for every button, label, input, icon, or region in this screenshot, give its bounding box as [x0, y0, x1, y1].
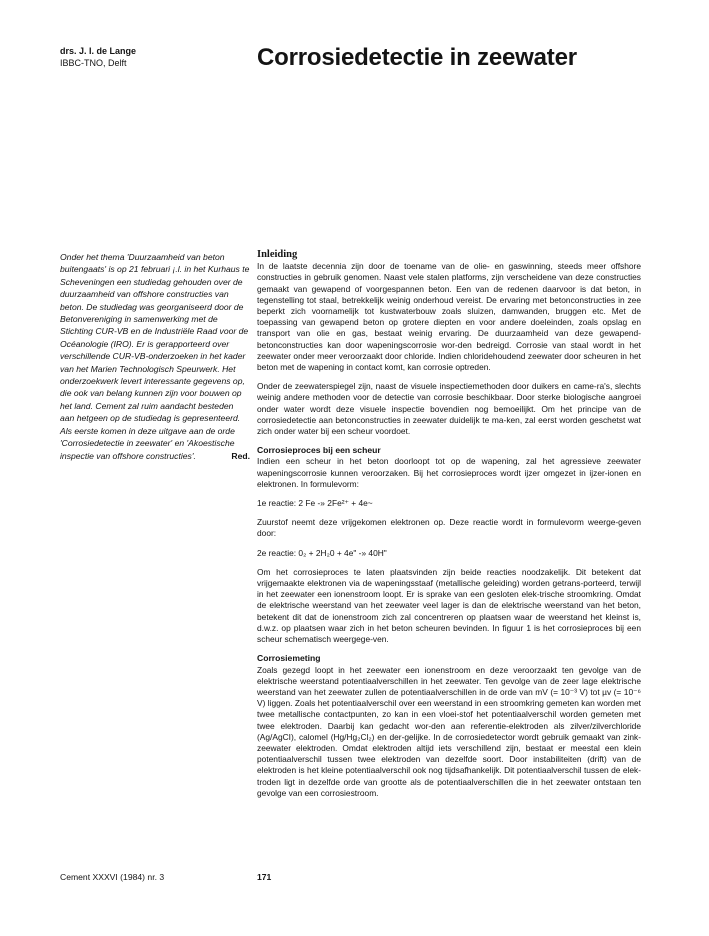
- author-name: drs. J. I. de Lange: [60, 46, 137, 56]
- paragraph: Onder de zeewaterspiegel zijn, naast de visuele inspectiemethoden door duikers en came-ra's, slechts weinig andere methoden voor de detectie van corrosie beschikbaar. Door sterke biologische aangroei onder water wordt deze visuele inspectie bovendien nog bemoeilijkt. Om het principe van de corrosiedetectie aan betonconstructies in zeewater duidelijk te ma-ken, zal eerst worden geschetst wat zich onder water bij een scheur voordoet.: [257, 381, 641, 437]
- paragraph: Om het corrosieproces te laten plaatsvinden zijn beide reacties noodzakelijk. Dit betekent dat vrijgemaakte elektronen via de wapeningsstaaf (metallische geleiding) worden getrans-porteerd, terwijl in het zeewater een ionenstroom loopt. Er is sprake van een gesloten elek-trische stroomkring. Omdat de elektrische weerstand van het zeewater veel lager is dan de elektrische weerstand van het beton, betekent dit dat de ionenstroom zich zal concentreren op plaatsen waar de weerstand het kleinst is, d.w.z. op plaatsen waar zich in het beton scheuren bevinden. In figuur 1 is het corrosieproces bij een scheur schematisch weergege-ven.: [257, 566, 641, 645]
- journal-citation: Cement XXXVI (1984) nr. 3: [60, 872, 165, 882]
- editor-signature: Red.: [231, 450, 250, 461]
- paragraph: Zuurstof neemt deze vrijgekomen elektronen op. Deze reactie wordt in formulevorm weerge-geven door:: [257, 517, 641, 539]
- paragraph: Indien een scheur in het beton doorloopt tot op de wapening, zal het agressieve zeewater wapeningscorrosie kunnen veroorzaken. Bij het corrosieproces wordt ijzer omgezet in ijzer-ionen en elektronen. In formulevorm:: [257, 456, 641, 489]
- section-heading: Corrosiemeting: [257, 653, 321, 664]
- section-heading: Inleiding: [257, 249, 298, 260]
- section-heading: Corrosieproces bij een scheur: [257, 445, 381, 456]
- editorial-intro: [60, 251, 250, 462]
- article-body: [257, 249, 641, 807]
- formula: 1e reactie: 2 Fe -» 2Fe²⁺ + 4e~: [257, 498, 373, 509]
- formula: 2e reactie: 0₂ + 2H₂0 + 4e" -» 40H": [257, 547, 387, 558]
- paragraph: In de laatste decennia zijn door de toename van de olie- en gaswinning, steeds meer offshore constructies in gebruik genomen. Naast vele stalen platforms, zijn verscheidene van deze constructies gemaakt van gewapend of voorgespannen beton. Een van de redenen daarvoor is dat beton, in tegenstelling tot staal, betrekkelijk weinig onderhoud vereist. De ervaring met betonconstructies in zee beperkt zich voornamelijk tot kustwaterbouw zoals sluizen, damwanden, bruggen etc. Met de toepassing van gewapend beton op grotere diepten en voor andere doeleinden, zoals opslag en transport van olie en gas, bestaat weinig ervaring. De duurzaamheid van deze gewapend-betonconstructies kan door wapeningscorrosie wor-den bedreigd. Corrosie van staal wordt in het zeewater onder meer veroorzaakt door chloride. Indien chloridehoudend zeewater door scheuren in het beton met de wapening in contact komt, kan corrosie optreden.: [257, 261, 641, 373]
- author-affiliation: IBBC-TNO, Delft: [60, 58, 127, 68]
- intro-text: Onder het thema 'Duurzaamheid van beton buitengaats' is op 21 februari ¡.l. in het Kurhaus te Scheveningen een studiedag gehouden over de duurzaamheid van offshore constructies van beton. De studiedag was georganiseerd door de Betonvereniging in samenwerking met de Stichting CUR-VB en de Industriële Raad voor de Océanologie (IRO). Er is gerapporteerd over verschillende CUR-VB-onderzoeken in het kader van het Marien Technologisch Speurwerk. Het onderzoekwerk levert interessante gegevens op, die ook van belang kunnen zijn voor bouwen op het land. Cement zal ruim aandacht besteden aan hetgeen op de studiedag is gepresenteerd. Als eerste komen in deze uitgave aan de orde 'Corrosiedetectie in zeewater' en 'Akoestische inspectie van offshore constructies'.: [60, 252, 250, 461]
- paragraph: Zoals gezegd loopt in het zeewater een ionenstroom en deze veroorzaakt ten gevolge van de elektrische weerstand potentiaalverschillen in het zeewater. Ten gevolge van de zeer lage elektrische weerstand van het zeewater zullen de potentiaalverschillen in de orde van mV (= 10⁻³ V) tot µv (= 10⁻⁶ V) liggen. Zoals het potentiaalverschil over een weerstand in een stroomkring gemeten kan worden met twee metallische contactpunten, zo kan in een vloei-stof het potentiaalverschil worden gemeten met twee elektroden. Daarbij kan gedacht wor-den aan referentie-elektroden als zilver/zilverchloride (Ag/AgCI), calomel (Hg/Hg₂Cl₂) en der-gelijke. In de corrosiedetector wordt gebruik gemaakt van zink-zeewater elektroden. Omdat elektroden altijd iets verschillend zijn, bestaat er meestal een klein potentiaalverschil tussen twee elektroden van dezelfde soort. Door instabiliteiten (drift) van de elektroden is het kleine potentiaalverschil ook nog tijdsafhankelijk. Dit potentiaalverschil tussen de elek-troden ligt in dezelfde orde van grootte als de potentiaalverschillen die in het zeewater ontstaan ten gevolge van een corrosiestroom.: [257, 664, 641, 798]
- page-number: 171: [257, 872, 272, 882]
- author-block: [60, 45, 136, 69]
- article-title: Corrosiedetectie in zeewater: [257, 44, 577, 71]
